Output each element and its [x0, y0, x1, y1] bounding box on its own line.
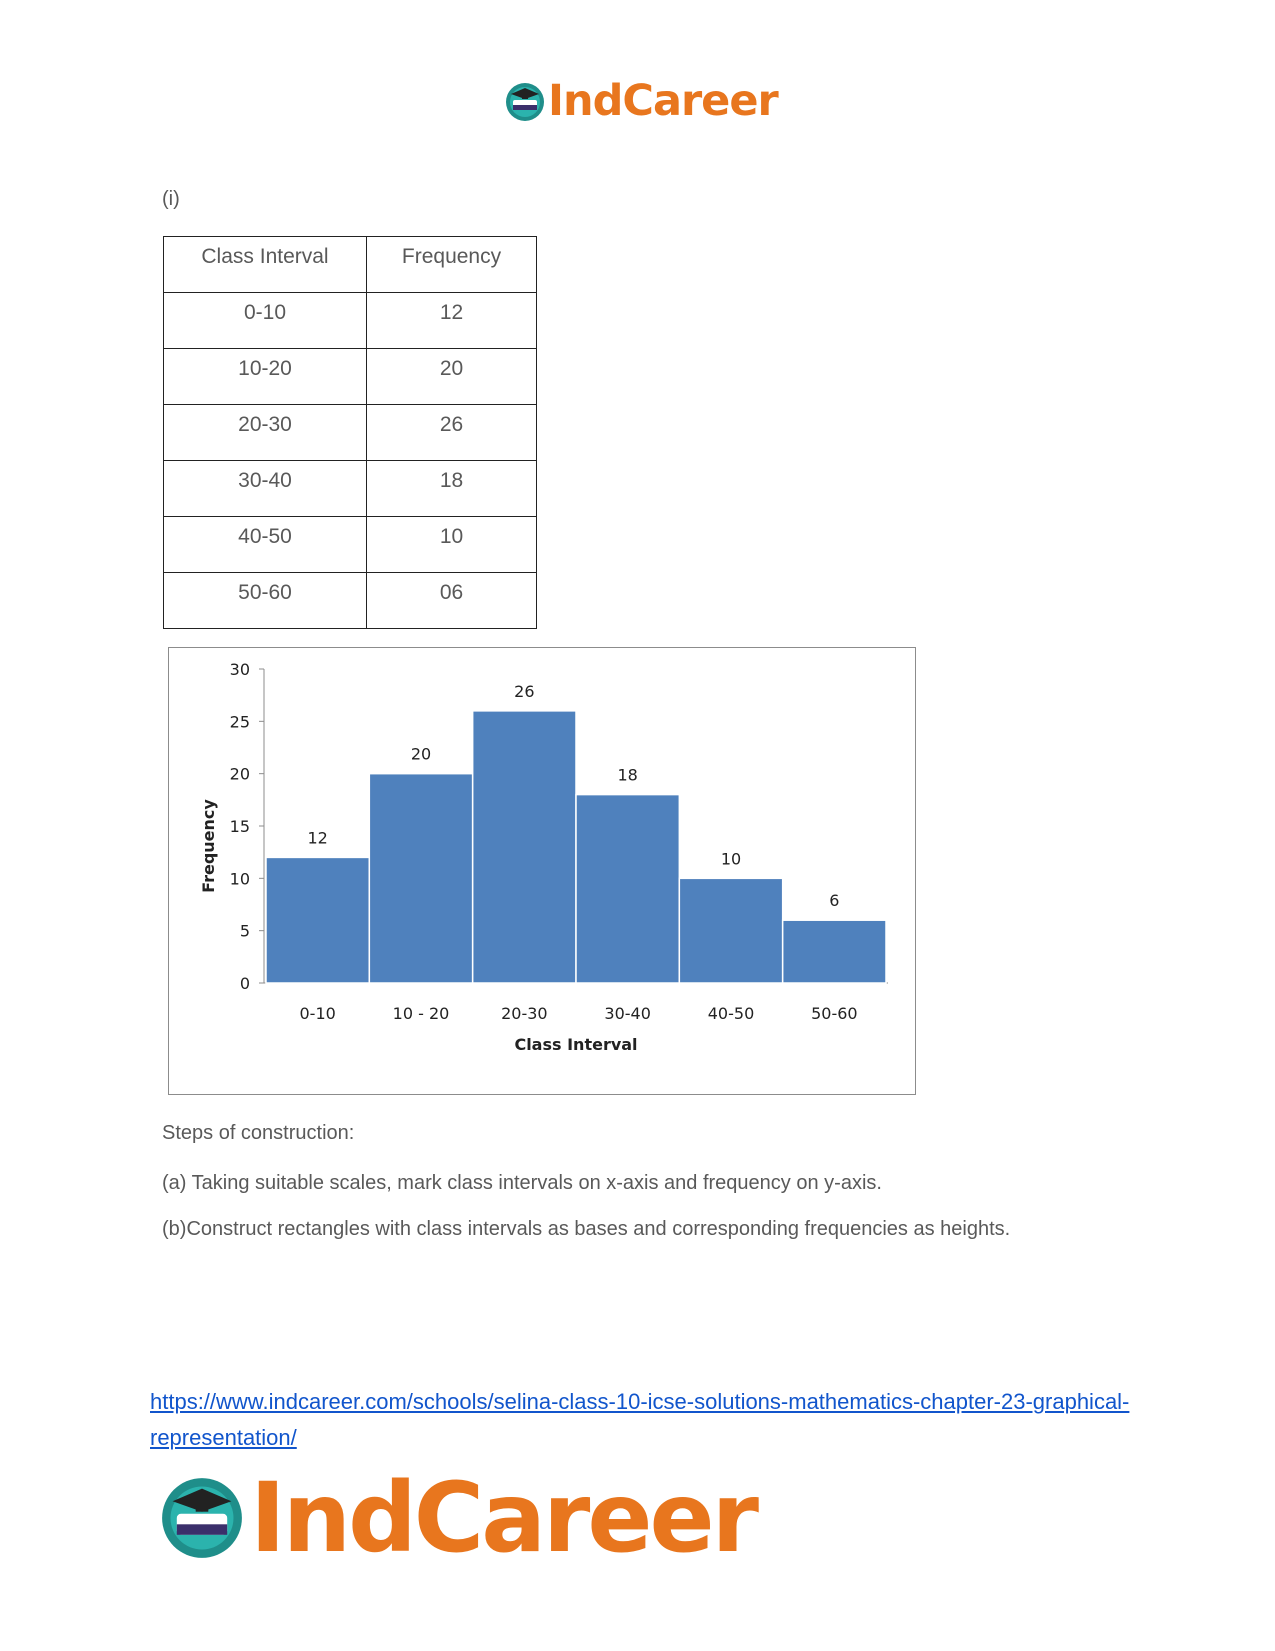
table-cell-interval: 0-10	[164, 293, 367, 349]
x-tick-label: 20-30	[501, 1004, 548, 1023]
y-tick-label: 5	[239, 921, 250, 941]
table-header-class-interval: Class Interval	[164, 237, 367, 293]
bar-data-label: 6	[829, 891, 840, 911]
table-cell-interval: 30-40	[164, 461, 367, 517]
table-cell-frequency: 10	[367, 517, 537, 573]
table-cell-frequency: 26	[367, 405, 537, 461]
histogram-bar	[473, 711, 576, 983]
histogram-bar	[369, 774, 472, 983]
header-logo	[505, 76, 778, 126]
table-cell-frequency: 18	[367, 461, 537, 517]
table-cell-frequency: 06	[367, 573, 537, 629]
table-row	[164, 349, 537, 405]
header-logo-text: IndCareer	[548, 76, 778, 126]
y-tick-label: 15	[229, 817, 250, 836]
x-tick-label: 40-50	[707, 1004, 755, 1023]
table-row	[164, 573, 537, 629]
x-tick-label: 0-10	[299, 1004, 336, 1023]
bar-data-label: 20	[410, 744, 432, 764]
y-tick-label: 0	[239, 974, 250, 993]
bar-data-label: 26	[514, 681, 535, 701]
table-cell-interval: 20-30	[164, 405, 367, 461]
source-link[interactable]: https://www.indcareer.com/schools/selina-class-10-icse-solutions-mathematics-chapter-23-graphical-representation/	[150, 1389, 1130, 1450]
part-label: (i)	[162, 188, 180, 210]
table-cell-interval: 40-50	[164, 517, 367, 573]
x-tick-label: 50-60	[811, 1004, 858, 1023]
table-header-row	[164, 237, 537, 293]
table-cell-frequency: 12	[367, 293, 537, 349]
table-row	[164, 293, 537, 349]
table-row	[164, 517, 537, 573]
histogram-chart	[168, 647, 916, 1095]
footer-logo	[160, 1462, 756, 1574]
table-row	[164, 405, 537, 461]
table-cell-interval: 10-20	[164, 349, 367, 405]
bar-data-label: 18	[617, 765, 638, 785]
histogram-bar	[783, 920, 886, 983]
table-cell-interval: 50-60	[164, 573, 367, 629]
x-tick-label: 30-40	[604, 1004, 651, 1023]
table-cell-frequency: 20	[367, 349, 537, 405]
histogram-bar	[266, 857, 369, 983]
step-b: (b)Construct rectangles with class intervals as bases and corresponding frequencies as heights.	[162, 1218, 1011, 1240]
x-tick-label: 10 - 20	[392, 1004, 450, 1023]
histogram-bar	[576, 795, 679, 983]
y-axis-title: Frequency	[199, 799, 218, 893]
logo-globe-icon	[160, 1476, 244, 1560]
frequency-table	[163, 236, 537, 629]
table-header-frequency: Frequency	[367, 237, 537, 293]
logo-globe-icon	[505, 82, 545, 122]
steps-heading: Steps of construction:	[162, 1122, 355, 1144]
bar-data-label: 10	[720, 849, 742, 869]
step-a: (a) Taking suitable scales, mark class intervals on x-axis and frequency on y-axis.	[162, 1172, 882, 1194]
x-axis-title: Class Interval	[514, 1035, 638, 1054]
y-tick-label: 20	[229, 764, 250, 784]
y-tick-label: 30	[229, 660, 250, 679]
y-tick-label: 10	[229, 869, 250, 889]
footer-logo-text: IndCareer	[250, 1462, 756, 1574]
table-row	[164, 461, 537, 517]
y-tick-label: 25	[229, 712, 250, 732]
histogram-bar	[679, 878, 782, 983]
bar-data-label: 12	[307, 828, 328, 848]
